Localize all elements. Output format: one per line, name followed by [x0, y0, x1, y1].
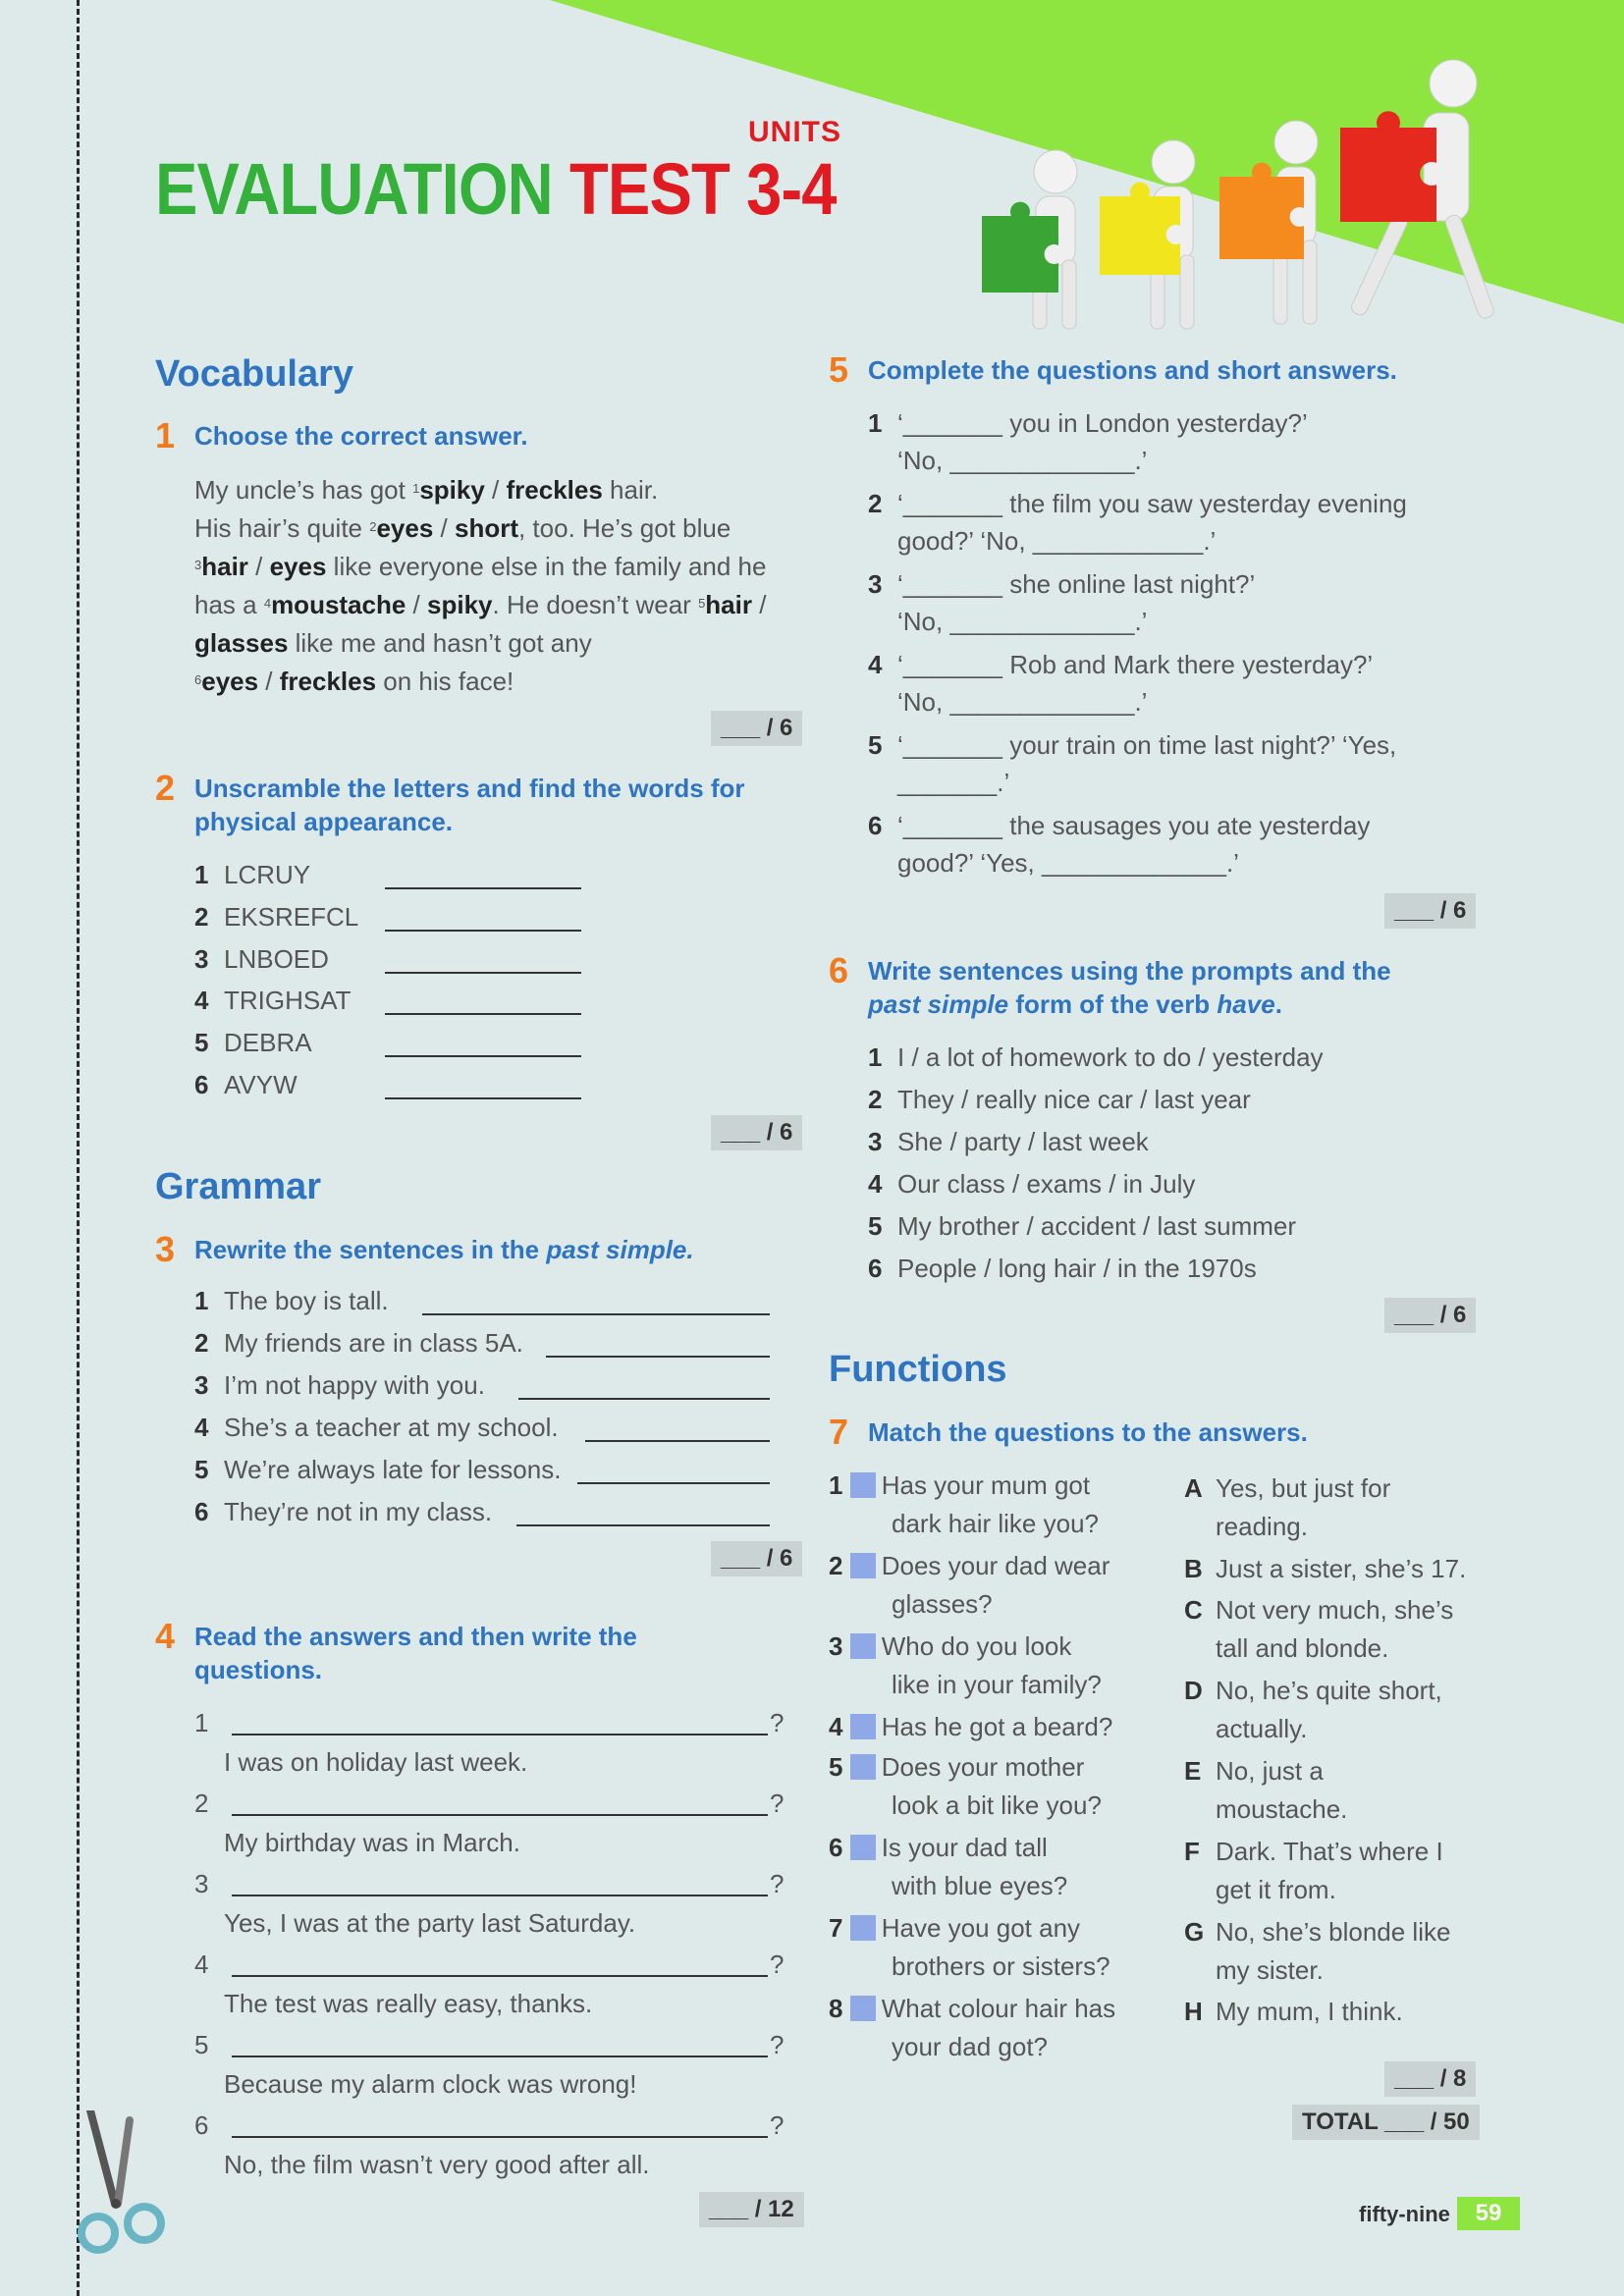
- text: like me and hasn’t got any: [288, 628, 592, 658]
- item-number: 3: [194, 944, 209, 974]
- q4-title-line1: Read the answers and then write the: [194, 1622, 637, 1651]
- q3-number: 3: [155, 1229, 176, 1269]
- q2-title-line1: Unscramble the letters and find the words for: [194, 774, 745, 803]
- q6-item: [868, 1085, 1251, 1115]
- answer-letter: B: [1184, 1554, 1203, 1583]
- puzzle-figures-illustration: [962, 59, 1551, 344]
- q5-item-line2: ‘No, _____________.’: [897, 687, 1148, 717]
- option[interactable]: hair: [705, 590, 752, 619]
- answer-line[interactable]: [518, 1398, 770, 1400]
- option[interactable]: hair: [201, 552, 248, 581]
- q7-answer: [1184, 1550, 1467, 1588]
- q4-item-number: 6: [194, 2110, 209, 2140]
- question-mark: ?: [770, 1708, 785, 1737]
- prompt-text: Our class / exams / in July: [897, 1169, 1196, 1199]
- sentence: I’m not happy with you.: [224, 1370, 485, 1400]
- q7-question: [829, 1990, 1115, 2066]
- q6-heading: [829, 950, 1391, 1021]
- q4-item-number: 4: [194, 1949, 209, 1979]
- q4-number: 4: [155, 1616, 176, 1656]
- text: /: [258, 667, 280, 696]
- page-number-box: 59: [1457, 2197, 1520, 2230]
- superscript: 2: [369, 519, 377, 534]
- item-number: 3: [194, 1370, 209, 1400]
- item-number: 8: [829, 1994, 843, 2023]
- item-number: 1: [868, 408, 883, 438]
- item-number: 4: [868, 1169, 883, 1199]
- item-number: 3: [868, 569, 883, 599]
- text: , too. He’s got blue: [517, 513, 731, 543]
- answer-line[interactable]: [422, 1313, 770, 1315]
- prompt-text: People / long hair / in the 1970s: [897, 1254, 1257, 1283]
- title-green: EVALUATION: [155, 148, 553, 230]
- scrambled-word: DEBRA: [224, 1028, 312, 1057]
- q4-item-number: 1: [194, 1708, 209, 1737]
- answer-text: No, he’s quite short,: [1216, 1676, 1442, 1705]
- q7-answer: [1184, 1833, 1443, 1909]
- option[interactable]: moustache: [271, 590, 406, 619]
- q7-question: [829, 1467, 1099, 1543]
- q4-item-number: 3: [194, 1869, 209, 1898]
- q2-item: [194, 986, 352, 1016]
- q1-line: [194, 663, 823, 701]
- q7-question: [829, 1628, 1102, 1704]
- q2-score-box: ___ / 6: [711, 1115, 802, 1150]
- q3-item: [194, 1497, 492, 1527]
- superscript: 1: [412, 481, 420, 496]
- q6-title-text: form of the verb: [1008, 989, 1218, 1019]
- question-text: Has he got a beard?: [881, 1712, 1113, 1741]
- q1-number: 1: [155, 415, 176, 455]
- text: /: [406, 590, 427, 619]
- text: His hair’s quite: [194, 513, 370, 543]
- question-text: with blue eyes?: [892, 1871, 1068, 1900]
- text: /: [433, 513, 455, 543]
- q5-score-box: ___ / 6: [1384, 893, 1476, 929]
- q5-item-line2: good?’ ‘Yes, _____________.’: [897, 848, 1239, 878]
- answer-line[interactable]: [385, 1013, 581, 1015]
- question-text: Who do you look: [881, 1631, 1072, 1661]
- text: /: [751, 590, 767, 619]
- answer-text: No, just a: [1216, 1756, 1324, 1786]
- q4-score-box: ___ / 12: [699, 2192, 804, 2227]
- q6-item: [868, 1254, 1257, 1284]
- prompt-text: She / party / last week: [897, 1127, 1149, 1156]
- text: . He doesn’t wear: [492, 590, 699, 619]
- answer-line[interactable]: [577, 1482, 770, 1484]
- q5-item: [868, 408, 1308, 439]
- answer-box[interactable]: [850, 1553, 876, 1578]
- q6-item: [868, 1042, 1324, 1073]
- answer-text: Not very much, she’s: [1216, 1595, 1454, 1625]
- q6-title-text: .: [1274, 989, 1282, 1019]
- q7-answer: [1184, 1752, 1348, 1829]
- q2-number: 2: [155, 768, 176, 808]
- q1-line: [194, 471, 823, 509]
- q7-question: [829, 1909, 1110, 1986]
- section-grammar: Grammar: [155, 1166, 321, 1207]
- item-number: 7: [829, 1913, 843, 1943]
- answer-line[interactable]: [385, 1055, 581, 1057]
- text: My uncle’s has got: [194, 475, 413, 505]
- item-number: 4: [868, 650, 883, 679]
- question-text: your dad got?: [892, 2032, 1049, 2061]
- scrambled-word: EKSREFCL: [224, 902, 359, 932]
- item-number: 2: [194, 902, 209, 932]
- answer-text: actually.: [1216, 1714, 1308, 1743]
- scissors-icon: [71, 2110, 179, 2258]
- answer-box[interactable]: [850, 1835, 876, 1860]
- text: has a: [194, 590, 264, 619]
- item-number: 5: [194, 1455, 209, 1484]
- question-mark: ?: [770, 2030, 785, 2059]
- question-text: Is your dad tall: [881, 1833, 1048, 1862]
- answer-box[interactable]: [850, 1472, 876, 1498]
- q5-heading: [829, 349, 1397, 390]
- q3-item: [194, 1370, 485, 1401]
- q4-answer-text: Yes, I was at the party last Saturday.: [224, 1908, 636, 1938]
- q5-title: Complete the questions and short answers.: [868, 355, 1397, 385]
- q7-question: [829, 1829, 1067, 1905]
- item-number: 4: [194, 1413, 209, 1442]
- item-number: 4: [194, 986, 209, 1015]
- q7-question: [829, 1748, 1102, 1825]
- sentence: My friends are in class 5A.: [224, 1328, 523, 1358]
- cut-line: [77, 0, 80, 2296]
- option[interactable]: freckles: [506, 475, 603, 505]
- answer-text: tall and blonde.: [1216, 1633, 1389, 1663]
- answer-line[interactable]: [232, 1975, 768, 1977]
- item-number: 3: [868, 1127, 883, 1156]
- item-number: 5: [868, 1211, 883, 1241]
- answer-letter: E: [1184, 1756, 1202, 1786]
- text: hair.: [602, 475, 659, 505]
- answer-line[interactable]: [232, 2056, 768, 2057]
- sentence: She’s a teacher at my school.: [224, 1413, 559, 1442]
- answer-text: moustache.: [1216, 1794, 1348, 1824]
- item-number: 1: [829, 1470, 843, 1500]
- q4-item-number: 5: [194, 2030, 209, 2059]
- item-number: 3: [829, 1631, 843, 1661]
- q6-item: [868, 1169, 1195, 1200]
- item-number: 2: [194, 1328, 209, 1358]
- q4-answer-text: My birthday was in March.: [224, 1828, 520, 1857]
- answer-letter: F: [1184, 1837, 1200, 1866]
- question-text: glasses?: [892, 1589, 993, 1619]
- question-mark: ?: [770, 1949, 785, 1979]
- q2-item: [194, 860, 310, 890]
- question-text: ‘_______ the film you saw yesterday evening: [897, 489, 1407, 518]
- q6-title-italic: past simple: [868, 989, 1009, 1019]
- item-number: 6: [194, 1070, 209, 1099]
- answer-line[interactable]: [546, 1356, 770, 1358]
- total-score-box: TOTAL ___ / 50: [1292, 2105, 1480, 2140]
- q4-answer-text: No, the film wasn’t very good after all.: [224, 2150, 650, 2179]
- item-number: 6: [829, 1833, 843, 1862]
- answer-line[interactable]: [232, 2136, 768, 2138]
- section-vocabulary: Vocabulary: [155, 353, 354, 395]
- answer-box[interactable]: [850, 1633, 876, 1659]
- item-number: 5: [829, 1752, 843, 1782]
- q3-title-italic: past simple.: [546, 1235, 694, 1264]
- answer-text: Just a sister, she’s 17.: [1216, 1554, 1467, 1583]
- option[interactable]: spiky: [419, 475, 485, 505]
- answer-text: Yes, but just for: [1216, 1473, 1391, 1503]
- q3-heading: [155, 1229, 694, 1269]
- item-number: 2: [829, 1551, 843, 1580]
- answer-letter: H: [1184, 1997, 1203, 2026]
- question-mark: ?: [770, 1869, 785, 1898]
- q7-score-box: ___ / 8: [1384, 2061, 1476, 2097]
- answer-text: No, she’s blonde like: [1216, 1917, 1451, 1947]
- option[interactable]: freckles: [279, 667, 377, 696]
- q5-item: [868, 730, 1396, 761]
- item-number: 6: [868, 1254, 883, 1283]
- q6-number: 6: [829, 950, 849, 990]
- q6-item: [868, 1127, 1149, 1157]
- item-number: 2: [868, 1085, 883, 1114]
- question-mark: ?: [770, 1789, 785, 1818]
- question-text: like in your family?: [892, 1670, 1102, 1699]
- page-number-word: fifty-nine: [1359, 2202, 1450, 2226]
- q5-item: [868, 650, 1373, 680]
- q5-number: 5: [829, 349, 849, 390]
- option[interactable]: short: [454, 513, 518, 543]
- q3-item: [194, 1286, 389, 1316]
- question-text: ‘_______ she online last night?’: [897, 569, 1256, 599]
- q6-title-line2: [868, 988, 1391, 1021]
- q1-title: Choose the correct answer.: [194, 421, 528, 451]
- question-mark: ?: [770, 2110, 785, 2140]
- question-text: Has your mum got: [881, 1470, 1091, 1500]
- q1-paragraph: [194, 471, 823, 701]
- superscript: 3: [194, 558, 202, 572]
- q5-item-line2: good?’ ‘No, ____________.’: [897, 526, 1217, 556]
- text: /: [247, 552, 270, 581]
- answer-line[interactable]: [385, 887, 581, 889]
- q2-heading: [155, 768, 745, 838]
- option[interactable]: glasses: [194, 628, 289, 658]
- q7-answer: [1184, 1591, 1454, 1668]
- scrambled-word: AVYW: [224, 1070, 298, 1099]
- answer-letter: A: [1184, 1473, 1203, 1503]
- answer-text: get it from.: [1216, 1875, 1336, 1904]
- text: /: [484, 475, 507, 505]
- option[interactable]: eyes: [201, 667, 259, 696]
- option[interactable]: eyes: [269, 552, 327, 581]
- option[interactable]: spiky: [427, 590, 493, 619]
- q3-item: [194, 1328, 523, 1359]
- answer-letter: G: [1184, 1917, 1205, 1947]
- answer-text: My mum, I think.: [1216, 1997, 1403, 2026]
- q4-answer-text: The test was really easy, thanks.: [224, 1989, 593, 2018]
- section-functions: Functions: [829, 1349, 1007, 1390]
- answer-line[interactable]: [385, 972, 581, 974]
- answer-box[interactable]: [850, 1915, 876, 1941]
- q4-title-line2: questions.: [194, 1655, 323, 1684]
- q1-heading: [155, 415, 528, 455]
- page-title: [155, 147, 837, 231]
- q1-line: [194, 548, 823, 586]
- q5-item-line2: ‘No, _____________.’: [897, 607, 1148, 636]
- question-text: ‘_______ you in London yesterday?’: [897, 408, 1308, 438]
- answer-letter: D: [1184, 1676, 1203, 1705]
- q7-question: [829, 1547, 1110, 1624]
- q6-item: [868, 1211, 1296, 1242]
- q2-item: [194, 1070, 298, 1100]
- q7-answer: [1184, 1469, 1391, 1546]
- item-number: 6: [194, 1497, 209, 1526]
- q4-item-number: 2: [194, 1789, 209, 1818]
- answer-line[interactable]: [585, 1440, 770, 1442]
- item-number: 5: [194, 1028, 209, 1057]
- q7-answer: [1184, 1913, 1451, 1990]
- q7-title: Match the questions to the answers.: [868, 1417, 1308, 1447]
- question-text: ‘_______ the sausages you ate yesterday: [897, 811, 1371, 840]
- answer-line[interactable]: [385, 930, 581, 932]
- superscript: 5: [698, 596, 706, 611]
- q3-item: [194, 1455, 561, 1485]
- q4-heading: [155, 1616, 637, 1686]
- q7-question: [829, 1708, 1112, 1746]
- prompt-text: They / really nice car / last year: [897, 1085, 1251, 1114]
- q2-item: [194, 902, 358, 933]
- prompt-text: I / a lot of homework to do / yesterday: [897, 1042, 1324, 1072]
- sentence: The boy is tall.: [224, 1286, 389, 1315]
- q7-answer: [1184, 1993, 1403, 2031]
- answer-letter: C: [1184, 1595, 1203, 1625]
- sentence: We’re always late for lessons.: [224, 1455, 562, 1484]
- prompt-text: My brother / accident / last summer: [897, 1211, 1297, 1241]
- q7-heading: [829, 1412, 1308, 1452]
- item-number: 5: [868, 730, 883, 760]
- question-text: ‘_______ Rob and Mark there yesterday?’: [897, 650, 1374, 679]
- q5-item: [868, 811, 1370, 841]
- question-text: Does your mother: [881, 1752, 1085, 1782]
- question-text: dark hair like you?: [892, 1509, 1099, 1538]
- q5-item: [868, 569, 1255, 600]
- q1-score-box: ___ / 6: [711, 711, 802, 746]
- q4-answer-text: I was on holiday last week.: [224, 1747, 528, 1777]
- sentence: They’re not in my class.: [224, 1497, 493, 1526]
- q1-line: [194, 509, 823, 548]
- q4-answer-text: Because my alarm clock was wrong!: [224, 2069, 637, 2099]
- item-number: 1: [868, 1042, 883, 1072]
- q3-item: [194, 1413, 559, 1443]
- scrambled-word: LNBOED: [224, 944, 329, 974]
- answer-text: my sister.: [1216, 1955, 1324, 1985]
- item-number: 2: [868, 489, 883, 518]
- answer-line[interactable]: [385, 1097, 581, 1099]
- q6-title-italic: have: [1217, 989, 1275, 1019]
- q7-number: 7: [829, 1412, 849, 1452]
- text: like everyone else in the family and he: [326, 552, 767, 581]
- answer-line[interactable]: [232, 1814, 768, 1816]
- item-number: 1: [194, 1286, 209, 1315]
- q5-item-line2: _______.’: [897, 768, 1010, 797]
- q1-line: [194, 586, 823, 624]
- answer-text: reading.: [1216, 1512, 1308, 1541]
- units-label: UNITS: [748, 116, 841, 148]
- answer-line[interactable]: [516, 1524, 770, 1526]
- item-number: 1: [194, 860, 209, 889]
- question-text: Have you got any: [881, 1913, 1081, 1943]
- q7-answer: [1184, 1672, 1442, 1748]
- scrambled-word: LCRUY: [224, 860, 311, 889]
- item-number: 4: [829, 1712, 843, 1741]
- question-text: ‘_______ your train on time last night?’ ‘Yes,: [897, 730, 1397, 760]
- superscript: 4: [263, 596, 272, 611]
- q6-title-line1: Write sentences using the prompts and the: [868, 956, 1391, 986]
- question-text: Does your dad wear: [881, 1551, 1110, 1580]
- q3-score-box: ___ / 6: [711, 1541, 802, 1576]
- item-number: 6: [868, 811, 883, 840]
- q2-item: [194, 1028, 312, 1058]
- superscript: 6: [194, 672, 202, 687]
- question-text: brothers or sisters?: [892, 1951, 1110, 1981]
- q6-score-box: ___ / 6: [1384, 1298, 1476, 1333]
- q1-line: [194, 624, 823, 663]
- answer-line[interactable]: [232, 1734, 768, 1735]
- answer-box[interactable]: [850, 1996, 876, 2021]
- answer-line[interactable]: [232, 1895, 768, 1896]
- q5-item-line2: ‘No, _____________.’: [897, 446, 1148, 475]
- question-text: look a bit like you?: [892, 1790, 1102, 1820]
- q5-item: [868, 489, 1407, 519]
- answer-box[interactable]: [850, 1714, 876, 1739]
- scrambled-word: TRIGHSAT: [224, 986, 352, 1015]
- answer-box[interactable]: [850, 1754, 876, 1780]
- answer-text: Dark. That’s where I: [1216, 1837, 1443, 1866]
- q3-title: Rewrite the sentences in the: [194, 1235, 547, 1264]
- text: on his face!: [376, 667, 514, 696]
- question-text: What colour hair has: [881, 1994, 1116, 2023]
- q2-item: [194, 944, 329, 975]
- title-red: TEST 3-4: [569, 148, 837, 230]
- q2-title-line2: physical appearance.: [194, 807, 454, 836]
- option[interactable]: eyes: [376, 513, 434, 543]
